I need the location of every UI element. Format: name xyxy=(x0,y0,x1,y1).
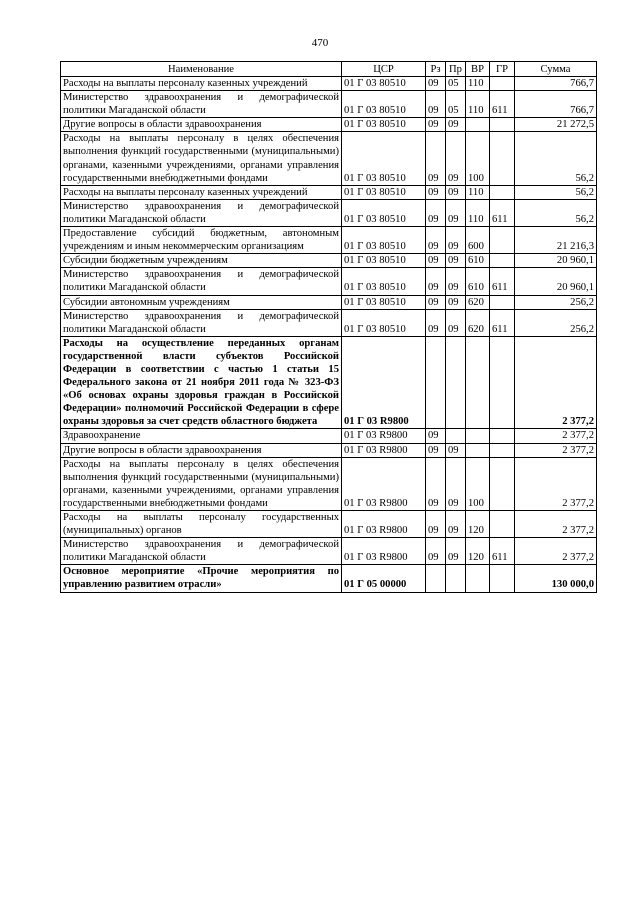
header-sum: Сумма xyxy=(515,62,597,77)
cell-csr: 01 Г 03 R9800 xyxy=(342,429,426,443)
cell-pr: 09 xyxy=(446,538,466,565)
cell-vr: 110 xyxy=(466,199,490,226)
cell-csr: 01 Г 05 00000 xyxy=(342,565,426,592)
cell-name: Расходы на выплаты персоналу в целях обеспечения выполнения функций государственными (муниципальными) органами, казенными учреждениями, органами управления государственными внебюджетными фондами xyxy=(61,457,342,510)
cell-sum: 766,7 xyxy=(515,77,597,91)
cell-rz: 09 xyxy=(426,268,446,295)
table-row xyxy=(61,429,597,443)
cell-csr: 01 Г 03 80510 xyxy=(342,132,426,185)
budget-table xyxy=(60,61,597,593)
cell-rz: 09 xyxy=(426,91,446,118)
cell-csr: 01 Г 03 R9800 xyxy=(342,457,426,510)
cell-name: Министерство здравоохранения и демографической политики Магаданской области xyxy=(61,538,342,565)
cell-name: Здравоохранение xyxy=(61,429,342,443)
cell-vr: 120 xyxy=(466,511,490,538)
table-row xyxy=(61,227,597,254)
cell-vr: 100 xyxy=(466,457,490,510)
cell-csr: 01 Г 03 80510 xyxy=(342,227,426,254)
cell-rz: 09 xyxy=(426,199,446,226)
cell-csr: 01 Г 03 80510 xyxy=(342,199,426,226)
cell-pr: 09 xyxy=(446,185,466,199)
cell-sum: 2 377,2 xyxy=(515,443,597,457)
cell-name: Расходы на выплаты персоналу казенных учреждений xyxy=(61,77,342,91)
cell-pr: 05 xyxy=(446,77,466,91)
cell-gr xyxy=(490,443,515,457)
cell-gr xyxy=(490,227,515,254)
cell-rz: 09 xyxy=(426,227,446,254)
cell-gr: 611 xyxy=(490,538,515,565)
cell-rz: 09 xyxy=(426,309,446,336)
table-row xyxy=(61,443,597,457)
cell-rz xyxy=(426,565,446,592)
cell-csr: 01 Г 03 R9800 xyxy=(342,336,426,429)
cell-vr: 120 xyxy=(466,538,490,565)
table-body xyxy=(61,77,597,593)
cell-vr xyxy=(466,443,490,457)
cell-gr xyxy=(490,429,515,443)
cell-gr xyxy=(490,254,515,268)
cell-sum: 256,2 xyxy=(515,295,597,309)
cell-rz: 09 xyxy=(426,295,446,309)
cell-pr xyxy=(446,429,466,443)
cell-gr: 611 xyxy=(490,268,515,295)
cell-gr xyxy=(490,295,515,309)
cell-sum: 2 377,2 xyxy=(515,538,597,565)
cell-rz: 09 xyxy=(426,457,446,510)
cell-vr: 110 xyxy=(466,91,490,118)
cell-csr: 01 Г 03 R9800 xyxy=(342,511,426,538)
cell-name: Расходы на выплаты персоналу государственных (муниципальных) органов xyxy=(61,511,342,538)
cell-name: Основное мероприятие «Прочие мероприятия по управлению развитием отрасли» xyxy=(61,565,342,592)
cell-csr: 01 Г 03 80510 xyxy=(342,254,426,268)
table-row xyxy=(61,132,597,185)
cell-vr: 620 xyxy=(466,295,490,309)
cell-pr: 09 xyxy=(446,268,466,295)
cell-sum: 766,7 xyxy=(515,91,597,118)
table-row xyxy=(61,185,597,199)
cell-sum: 256,2 xyxy=(515,309,597,336)
cell-vr: 600 xyxy=(466,227,490,254)
cell-name: Министерство здравоохранения и демографической политики Магаданской области xyxy=(61,199,342,226)
cell-csr: 01 Г 03 80510 xyxy=(342,309,426,336)
cell-csr: 01 Г 03 80510 xyxy=(342,268,426,295)
header-csr: ЦСР xyxy=(342,62,426,77)
cell-sum: 56,2 xyxy=(515,199,597,226)
cell-pr xyxy=(446,336,466,429)
cell-vr: 620 xyxy=(466,309,490,336)
cell-csr: 01 Г 03 80510 xyxy=(342,77,426,91)
cell-sum: 21 216,3 xyxy=(515,227,597,254)
header-gr: ГР xyxy=(490,62,515,77)
table-row xyxy=(61,199,597,226)
cell-name: Предоставление субсидий бюджетным, автономным учреждениям и иным некоммерческим организациям xyxy=(61,227,342,254)
table-row xyxy=(61,254,597,268)
table-row xyxy=(61,457,597,510)
cell-sum: 2 377,2 xyxy=(515,429,597,443)
cell-gr: 611 xyxy=(490,91,515,118)
cell-rz xyxy=(426,336,446,429)
cell-csr: 01 Г 03 80510 xyxy=(342,295,426,309)
cell-rz: 09 xyxy=(426,185,446,199)
cell-gr xyxy=(490,77,515,91)
cell-name: Другие вопросы в области здравоохранения xyxy=(61,443,342,457)
cell-csr: 01 Г 03 80510 xyxy=(342,118,426,132)
cell-vr: 110 xyxy=(466,77,490,91)
cell-gr xyxy=(490,185,515,199)
cell-name: Министерство здравоохранения и демографической политики Магаданской области xyxy=(61,268,342,295)
cell-rz: 09 xyxy=(426,511,446,538)
table-row xyxy=(61,91,597,118)
table-row xyxy=(61,295,597,309)
cell-sum: 2 377,2 xyxy=(515,336,597,429)
cell-csr: 01 Г 03 80510 xyxy=(342,185,426,199)
cell-csr: 01 Г 03 80510 xyxy=(342,91,426,118)
table-row xyxy=(61,538,597,565)
cell-gr: 611 xyxy=(490,309,515,336)
cell-name: Другие вопросы в области здравоохранения xyxy=(61,118,342,132)
cell-sum: 2 377,2 xyxy=(515,457,597,510)
cell-pr: 09 xyxy=(446,295,466,309)
cell-csr: 01 Г 03 R9800 xyxy=(342,538,426,565)
cell-pr: 05 xyxy=(446,91,466,118)
table-row xyxy=(61,268,597,295)
cell-vr xyxy=(466,118,490,132)
cell-sum: 130 000,0 xyxy=(515,565,597,592)
cell-rz: 09 xyxy=(426,429,446,443)
cell-gr: 611 xyxy=(490,199,515,226)
table-row xyxy=(61,511,597,538)
cell-vr xyxy=(466,336,490,429)
cell-vr: 610 xyxy=(466,254,490,268)
cell-vr: 610 xyxy=(466,268,490,295)
cell-name: Расходы на выплаты персоналу в целях обеспечения выполнения функций государственными (муниципальными) органами, казенными учреждениями, органами управления государственными внебюджетными фондами xyxy=(61,132,342,185)
cell-sum: 20 960,1 xyxy=(515,268,597,295)
cell-sum: 56,2 xyxy=(515,185,597,199)
table-header-row xyxy=(61,62,597,77)
cell-sum: 21 272,5 xyxy=(515,118,597,132)
cell-name: Субсидии автономным учреждениям xyxy=(61,295,342,309)
page-number: 470 xyxy=(311,37,329,49)
cell-name: Субсидии бюджетным учреждениям xyxy=(61,254,342,268)
cell-pr xyxy=(446,565,466,592)
cell-gr xyxy=(490,511,515,538)
cell-vr: 110 xyxy=(466,185,490,199)
table-row xyxy=(61,565,597,592)
cell-rz: 09 xyxy=(426,254,446,268)
cell-rz: 09 xyxy=(426,118,446,132)
cell-pr: 09 xyxy=(446,511,466,538)
cell-pr: 09 xyxy=(446,227,466,254)
cell-gr xyxy=(490,118,515,132)
cell-pr: 09 xyxy=(446,309,466,336)
cell-pr: 09 xyxy=(446,443,466,457)
cell-vr xyxy=(466,429,490,443)
cell-name: Расходы на осуществление переданных органам государственной власти субъектов Российской Федерации в соответствии с частью 1 статьи 15 Федерального закона от 21 ноября 2011 года № 323-ФЗ «Об основах охраны здоровья граждан в Российской Федерации» полномочий Российской Федерации в сфере охраны здоровья за счет средств областного бюджета xyxy=(61,336,342,429)
cell-rz: 09 xyxy=(426,77,446,91)
cell-sum: 2 377,2 xyxy=(515,511,597,538)
cell-gr xyxy=(490,565,515,592)
header-name: Наименование xyxy=(61,62,342,77)
header-rz: Рз xyxy=(426,62,446,77)
table-row xyxy=(61,336,597,429)
table-row xyxy=(61,118,597,132)
cell-rz: 09 xyxy=(426,443,446,457)
table-row xyxy=(61,77,597,91)
cell-vr xyxy=(466,565,490,592)
cell-pr: 09 xyxy=(446,132,466,185)
cell-sum: 20 960,1 xyxy=(515,254,597,268)
cell-gr xyxy=(490,457,515,510)
cell-rz: 09 xyxy=(426,538,446,565)
cell-name: Расходы на выплаты персоналу казенных учреждений xyxy=(61,185,342,199)
cell-name: Министерство здравоохранения и демографической политики Магаданской области xyxy=(61,91,342,118)
cell-gr xyxy=(490,132,515,185)
cell-pr: 09 xyxy=(446,118,466,132)
cell-pr: 09 xyxy=(446,457,466,510)
cell-pr: 09 xyxy=(446,254,466,268)
header-pr: Пр xyxy=(446,62,466,77)
cell-csr: 01 Г 03 R9800 xyxy=(342,443,426,457)
cell-name: Министерство здравоохранения и демографической политики Магаданской области xyxy=(61,309,342,336)
cell-gr xyxy=(490,336,515,429)
cell-rz: 09 xyxy=(426,132,446,185)
cell-vr: 100 xyxy=(466,132,490,185)
header-vr: ВР xyxy=(466,62,490,77)
cell-sum: 56,2 xyxy=(515,132,597,185)
table-row xyxy=(61,309,597,336)
cell-pr: 09 xyxy=(446,199,466,226)
